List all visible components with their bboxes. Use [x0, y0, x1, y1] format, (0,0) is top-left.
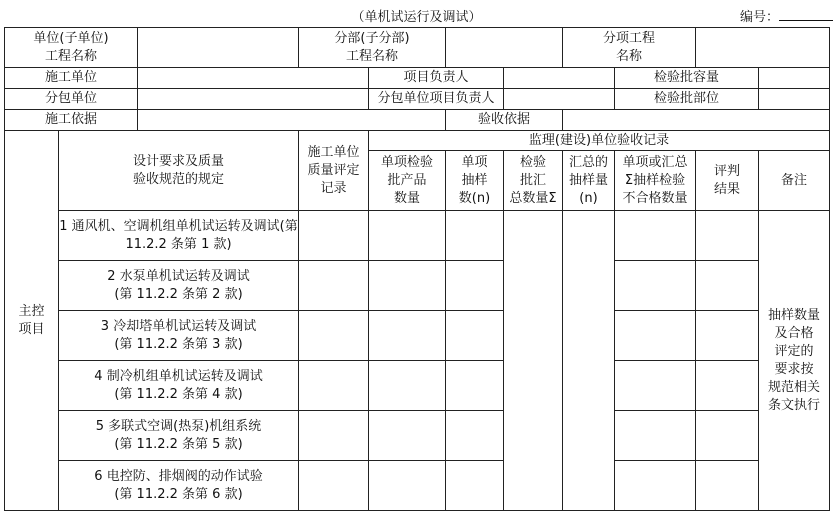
item-6-unqualified[interactable]: [615, 461, 696, 511]
supervision-record-header: 监理(建设)单位验收记录: [369, 131, 830, 151]
item-2-unqualified[interactable]: [615, 261, 696, 311]
unit-name-label: 单位(子单位) 工程名称: [5, 28, 138, 68]
header-row-subcontractor: [5, 89, 830, 110]
table-row: [5, 211, 830, 236]
item-5-text: 5 多联式空调(热泵)机组系统 (第 11.2.2 条第 5 款): [59, 411, 299, 461]
item-3-judgement[interactable]: [696, 311, 759, 361]
item-2-judgement[interactable]: [696, 261, 759, 311]
construction-record-header: 施工单位 质量评定 记录: [299, 131, 369, 211]
acceptance-record-table: [4, 27, 830, 511]
batch-total-header: 检验 批汇 总数量Σ: [504, 151, 563, 211]
item-1-sample-count[interactable]: [446, 211, 504, 261]
judgement-header: 评判 结果: [696, 151, 759, 211]
table-row: [5, 311, 830, 336]
table-row: [5, 361, 830, 386]
single-qty-header: 单项检验 批产品 数量: [369, 151, 446, 211]
unqualified-header: 单项或汇总 Σ抽样检验 不合格数量: [615, 151, 696, 211]
item-3-single-qty[interactable]: [369, 311, 446, 361]
unit-name-field[interactable]: [138, 28, 299, 68]
item-3-unqualified[interactable]: [615, 311, 696, 361]
header-row-basis: [5, 110, 830, 131]
item-1-unqualified[interactable]: [615, 211, 696, 261]
sub-item-field[interactable]: [696, 28, 830, 68]
sub-division-field[interactable]: [446, 28, 563, 68]
form-title: （单机试运行及调试）: [351, 10, 482, 25]
table-row: [5, 261, 830, 286]
item-6-text: 6 电控防、排烟阀的动作试验 (第 11.2.2 条第 6 款): [59, 461, 299, 511]
sample-count-header: 单项 抽样 数(n): [446, 151, 504, 211]
item-4-unqualified[interactable]: [615, 361, 696, 411]
item-4-sample-count[interactable]: [446, 361, 504, 411]
item-2-sample-count[interactable]: [446, 261, 504, 311]
design-requirement-header: 设计要求及质量 验收规范的规定: [59, 131, 299, 211]
batch-capacity-label: 检验批容量: [615, 68, 759, 89]
total-sample-header: 汇总的 抽样量 (n): [563, 151, 615, 211]
item-6-single-qty[interactable]: [369, 461, 446, 511]
table-row: [5, 461, 830, 486]
batch-total-merged-cell[interactable]: [504, 211, 563, 511]
construction-basis-field[interactable]: [138, 110, 446, 131]
item-5-construction-record[interactable]: [299, 411, 369, 461]
item-5-unqualified[interactable]: [615, 411, 696, 461]
project-manager-label: 项目负责人: [369, 68, 504, 89]
form-number: [740, 6, 833, 25]
item-1-judgement[interactable]: [696, 211, 759, 261]
subcontractor-field[interactable]: [138, 89, 369, 110]
main-control-section-label: 主控 项目: [5, 131, 59, 511]
item-4-text: 4 制冷机组单机试运转及调试 (第 11.2.2 条第 4 款): [59, 361, 299, 411]
item-3-sample-count[interactable]: [446, 311, 504, 361]
construction-unit-label: 施工单位: [5, 68, 138, 89]
item-4-single-qty[interactable]: [369, 361, 446, 411]
item-4-construction-record[interactable]: [299, 361, 369, 411]
table-row: [5, 411, 830, 436]
item-3-text: 3 冷却塔单机试运转及调试 (第 11.2.2 条第 3 款): [59, 311, 299, 361]
sub-project-manager-field[interactable]: [504, 89, 615, 110]
form-number-field[interactable]: [779, 8, 833, 21]
item-6-judgement[interactable]: [696, 461, 759, 511]
form-number-label: 编号：: [740, 10, 780, 25]
column-header-row-1: [5, 131, 830, 151]
batch-capacity-field[interactable]: [759, 68, 830, 89]
subcontractor-label: 分包单位: [5, 89, 138, 110]
item-6-sample-count[interactable]: [446, 461, 504, 511]
sub-project-manager-label: 分包单位项目负责人: [369, 89, 504, 110]
item-6-construction-record[interactable]: [299, 461, 369, 511]
item-4-judgement[interactable]: [696, 361, 759, 411]
item-5-single-qty[interactable]: [369, 411, 446, 461]
remarks-header: 备注: [759, 151, 830, 211]
item-2-construction-record[interactable]: [299, 261, 369, 311]
construction-basis-label: 施工依据: [5, 110, 138, 131]
project-manager-field[interactable]: [504, 68, 615, 89]
remarks-text: 抽样数量 及合格 评定的 要求按 规范相关 条文执行: [759, 211, 830, 511]
acceptance-basis-field[interactable]: [563, 110, 830, 131]
total-sample-merged-cell[interactable]: [563, 211, 615, 511]
item-5-sample-count[interactable]: [446, 411, 504, 461]
item-3-construction-record[interactable]: [299, 311, 369, 361]
batch-location-label: 检验批部位: [615, 89, 759, 110]
sub-division-label: 分部(子分部) 工程名称: [299, 28, 446, 68]
acceptance-basis-label: 验收依据: [446, 110, 563, 131]
construction-unit-field[interactable]: [138, 68, 369, 89]
item-2-single-qty[interactable]: [369, 261, 446, 311]
item-1-construction-record[interactable]: [299, 211, 369, 261]
batch-location-field[interactable]: [759, 89, 830, 110]
item-5-judgement[interactable]: [696, 411, 759, 461]
sub-item-label: 分项工程 名称: [563, 28, 696, 68]
item-1-single-qty[interactable]: [369, 211, 446, 261]
header-row-unit: [5, 28, 830, 68]
header-row-construction: [5, 68, 830, 89]
item-1-text: 1 通风机、空调机组单机试运转及调试(第 11.2.2 条第 1 款): [59, 211, 299, 261]
item-2-text: 2 水泵单机试运转及调试 (第 11.2.2 条第 2 款): [59, 261, 299, 311]
